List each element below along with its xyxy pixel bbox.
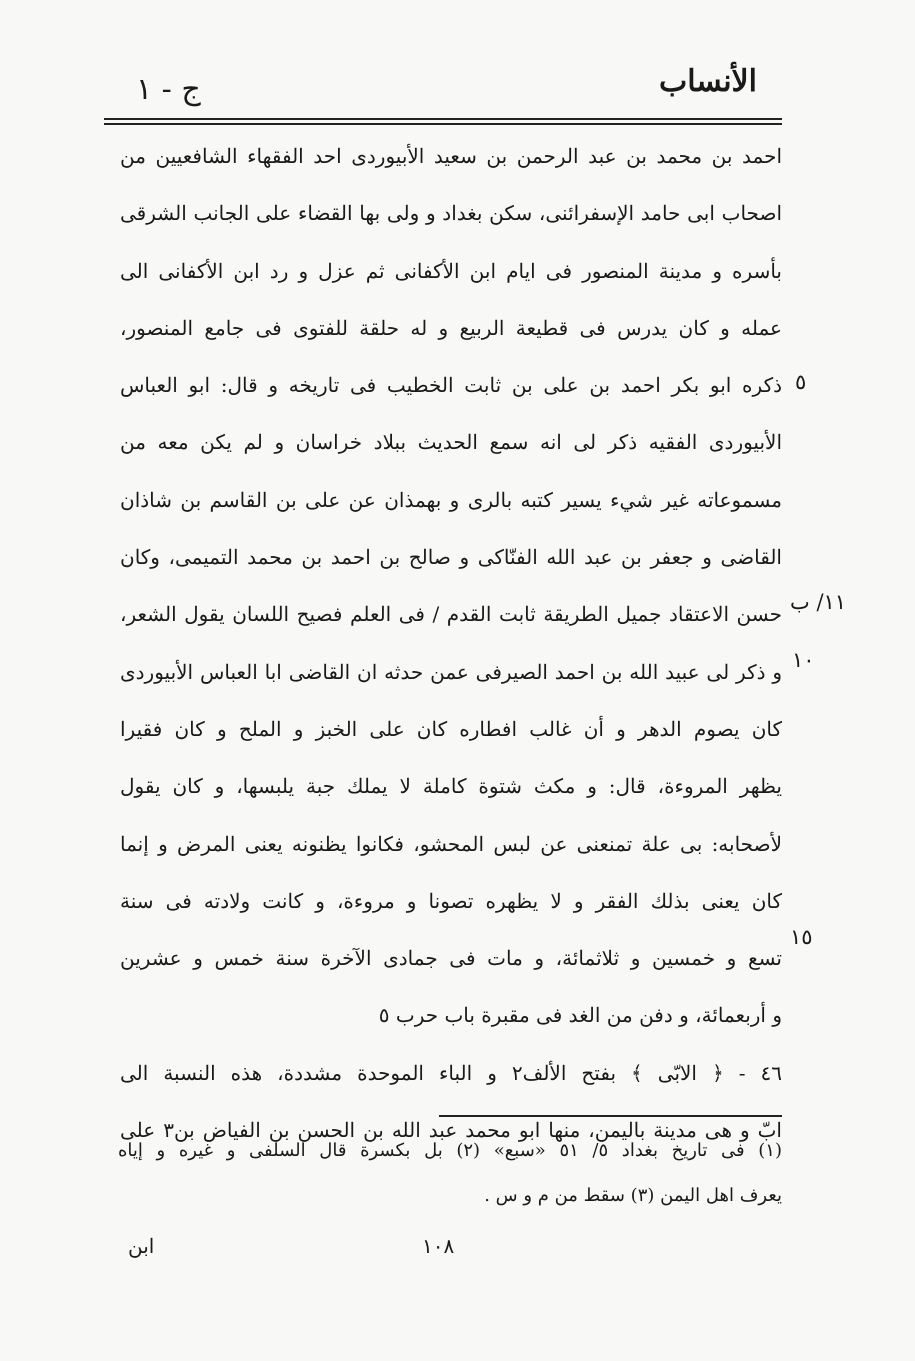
text-line: احمد بن محمد بن عبد الرحمن بن سعيد الأبيوردى احد الفقهاء الشافعيين من	[120, 144, 782, 168]
text-line: يظهر المروءة، قال: و مكث شتوة كاملة لا يملك جبة يلبسها، و كان يقول	[120, 774, 782, 799]
running-title: الأنساب	[659, 64, 757, 99]
folio-marker: ١١/ ب	[790, 590, 847, 614]
text-line: بأسره و مدينة المنصور فى ايام ابن الأكفانى ثم عزل و رد ابن الأكفانى الى	[120, 258, 782, 283]
text-line: تسع و خمسين و ثلاثمائة، و مات فى جمادى الآخرة سنة خمس و عشرين	[120, 946, 782, 971]
line-number-15: ١٥	[790, 925, 813, 949]
text-line: ذكره ابو بكر احمد بن على بن ثابت الخطيب فى تاريخه و قال: ابو العباس	[120, 373, 782, 398]
text-line: حسن الاعتقاد جميل الطريقة ثابت القدم / فى العلم فصيح اللسان يقول الشعر،	[120, 602, 782, 627]
text-line: الأبيوردى الفقيه ذكر لى انه سمع الحديث ببلاد خراسان و لم يكن معه من	[120, 430, 782, 455]
text-line: و ذكر لى عبيد الله بن احمد الصيرفى عمن حدثه ان القاضى ابا العباس الأبيوردى	[120, 659, 782, 684]
volume-label: ج - ١	[136, 72, 201, 107]
text-line: كان يصوم الدهر و أن غالب افطاره كان على الخبز و الملح و كان فقيرا	[120, 716, 782, 741]
header-rule-top	[104, 118, 782, 120]
page-number: ١٠٨	[422, 1234, 455, 1258]
footnote-line: يعرف اهل اليمن (٣) سقط من م و س .	[484, 1185, 782, 1206]
main-text	[120, 128, 782, 1159]
text-line: ابّ و هى مدينة باليمن، منها ابو محمد عبد الله بن الحسن بن الفياض بن٣ على	[120, 1118, 782, 1143]
footnote-line: (١) فى تاريخ بغداد ٥/ ٥١ «سبع» (٢) بل بكسرة قال السلفى و غيره و إياه	[118, 1140, 782, 1161]
footnotes	[118, 1128, 782, 1218]
line-number-5: ٥	[795, 370, 807, 394]
text-line: القاضى و جعفر بن عبد الله الفنّاكى و صالح بن احمد بن محمد التميمى، وكان	[120, 545, 782, 570]
text-line: كان يعنى بذلك الفقر و لا يظهره تصونا و مروءة، و كانت ولادته فى سنة	[120, 888, 782, 913]
header-rule-bottom	[104, 123, 782, 125]
text-line: عمله و كان يدرس فى قطيعة الربيع و له حلقة للفتوى فى جامع المنصور،	[120, 315, 782, 340]
text-line: اصحاب ابى حامد الإسفرائنى، سكن بغداد و ولى بها القضاء على الجانب الشرقى	[120, 201, 782, 226]
catchword: ابن	[128, 1234, 155, 1258]
entry-heading-line: ٤٦ - ﴿ الابّى ﴾ بفتح الألف٢ و الباء الموحدة مشددة، هذه النسبة الى	[120, 1060, 782, 1085]
text-line: مسموعاته غير شيء يسير كتبه بالرى و بهمذان عن على بن القاسم بن شاذان	[120, 487, 782, 512]
text-line: لأصحابه: بى علة تمنعنى عن لبس المحشو، فكانوا يظنونه يعنى المرض و إنما	[120, 831, 782, 856]
footnote-rule	[439, 1115, 782, 1117]
line-number-10: ١٠	[792, 648, 815, 672]
text-line: و أربعمائة، و دفن من الغد فى مقبرة باب حرب ٥	[378, 1003, 782, 1028]
